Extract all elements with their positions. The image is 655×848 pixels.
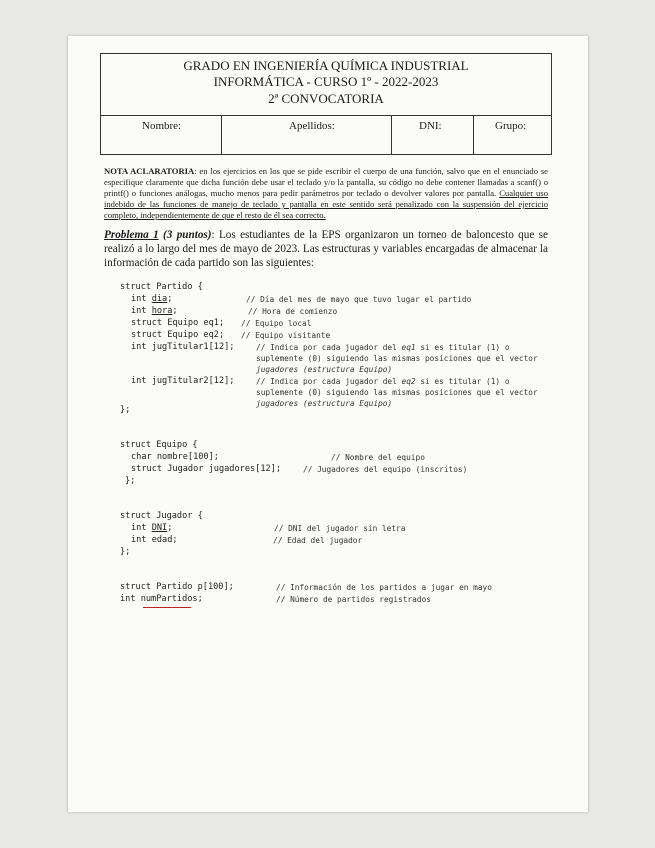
- code-line: };: [125, 476, 136, 486]
- code-comment: // Hora de comienzo: [248, 307, 338, 316]
- code-comment: suplemente (0) siguiendo las mismas posiciones que el vector: [256, 388, 538, 397]
- clarification-note: [104, 166, 548, 221]
- nombre-field-label: Nombre:: [142, 120, 182, 132]
- code-comment: // Número de partidos registrados: [276, 595, 431, 604]
- apellidos-field-label: Apellidos:: [289, 120, 335, 132]
- problem-points: (3 puntos): [158, 229, 212, 241]
- course-title: INFORMÁTICA - CURSO 1º - 2022-2023: [213, 74, 439, 89]
- code-line: struct Partido {: [120, 282, 203, 292]
- code-line: int numPartidos;: [120, 594, 203, 604]
- code-line: int dia;: [131, 294, 173, 304]
- field-divider: [473, 116, 474, 154]
- code-line: struct Partido p[100];: [120, 582, 234, 592]
- dni-field-label: DNI:: [419, 120, 442, 132]
- code-comment: // DNI del jugador sin letra: [274, 524, 406, 533]
- code-line: char nombre[100];: [131, 452, 219, 462]
- code-line: struct Jugador {: [120, 511, 203, 521]
- code-line: int edad;: [131, 535, 178, 545]
- code-comment: // Día del mes de mayo que tuvo lugar el partido: [246, 295, 472, 304]
- code-comment: // Edad del jugador: [273, 536, 363, 545]
- code-line: struct Equipo eq2;: [131, 330, 225, 340]
- code-comment: // Indica por cada jugador del eq1 si es titular (1) o: [256, 343, 510, 352]
- code-comment: jugadores (estructura Equipo): [256, 365, 393, 374]
- code-line: int hora;: [131, 306, 178, 316]
- note-text: : en los ejercicios en los que se pide escribir el cuerpo de una función, salvo que en el enunciado se especifique claramente que dicha función debe usar el teclado y/o la pantalla, su código no debe contener llamadas a scanf() o printf() o funciones análogas, mucho menos para pedir parámetros por teclado o devolver valores por pantalla.: [104, 166, 548, 198]
- field-divider: [221, 116, 222, 154]
- exam-header-box: [100, 53, 552, 155]
- code-comment: suplemente (0) siguiendo las mismas posiciones que el vector: [256, 354, 538, 363]
- code-line: struct Equipo {: [120, 440, 198, 450]
- problem-title: Problema 1: [104, 229, 159, 241]
- code-comment: // Equipo visitante: [241, 331, 331, 340]
- code-comment: // Nombre del equipo: [331, 453, 425, 462]
- code-comment: // Indica por cada jugador del eq2 si es titular (1) o: [256, 377, 510, 386]
- field-divider: [391, 116, 392, 154]
- code-comment: // Equipo local: [241, 319, 312, 328]
- code-line: struct Jugador jugadores[12];: [131, 464, 282, 474]
- problem-statement: [104, 228, 548, 270]
- spellcheck-underline: [143, 607, 191, 608]
- code-line: int jugTitular1[12];: [131, 342, 235, 352]
- note-underlined-text: Cualquier uso indebido de las funciones de manejo de teclado y pantalla en este sentido será penalizado con la suspensión del ejercicio completo, independientemente de que el resto de él sea correcto.: [104, 188, 548, 220]
- code-comment: // Jugadores del equipo (inscritos): [303, 465, 468, 474]
- code-line: struct Equipo eq1;: [131, 318, 225, 328]
- problem-text: : Los estudiantes de la EPS organizaron un torneo de baloncesto que se realizó a lo largo del mes de mayo de 2023. Las estructuras y variables encargadas de almacenar la información de cada partido son las siguientes:: [104, 229, 549, 269]
- grupo-field-label: Grupo:: [495, 120, 527, 132]
- code-comment: // Información de los partidos a jugar en mayo: [276, 583, 492, 592]
- code-line: };: [120, 405, 131, 415]
- code-line: };: [120, 547, 131, 557]
- degree-title: GRADO EN INGENIERÍA QUÍMICA INDUSTRIAL: [183, 58, 469, 73]
- header-divider: [101, 115, 551, 116]
- code-comment: jugadores (estructura Equipo): [256, 399, 393, 408]
- note-label: NOTA ACLARATORIA: [104, 166, 195, 176]
- code-line: int DNI;: [131, 523, 173, 533]
- code-line: int jugTitular2[12];: [131, 376, 235, 386]
- exam-session: 2ª CONVOCATORIA: [268, 91, 384, 106]
